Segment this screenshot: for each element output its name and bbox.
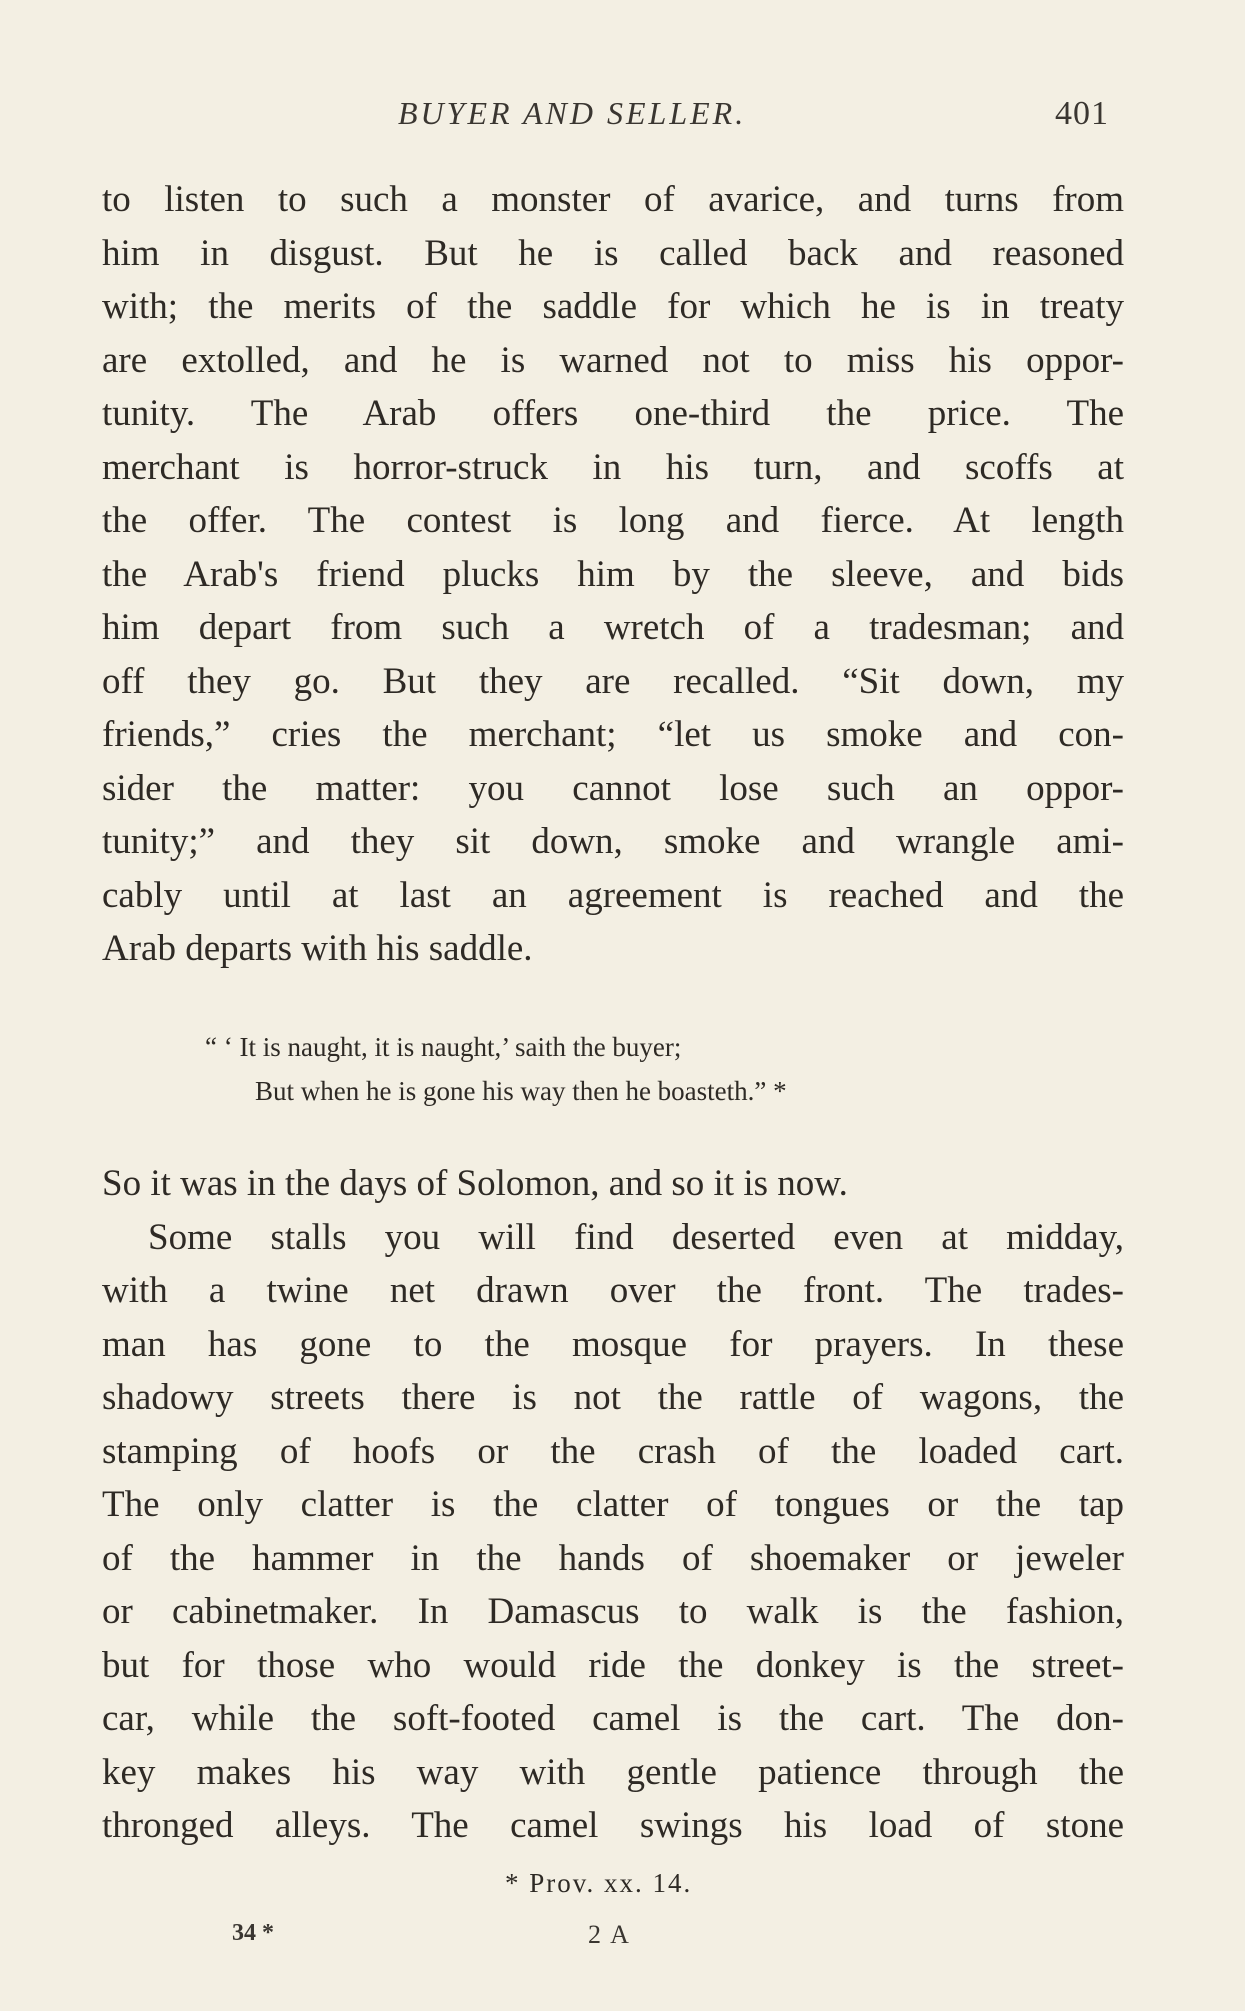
paragraph-1 xyxy=(102,173,1124,976)
text-line: So it was in the days of Solomon, and so it is now. xyxy=(102,1163,848,1204)
quote-line: But when he is gone his way then he boasteth.” * xyxy=(255,1076,787,1106)
footnote: * Prov. xx. 14. xyxy=(505,1868,693,1898)
text-line: tunity. The Arab offers one-third the price. The xyxy=(102,393,1124,434)
text-line: tunity;” and they sit down, smoke and wrangle ami- xyxy=(102,821,1124,862)
text-line: friends,” cries the merchant; “let us smoke and con- xyxy=(102,714,1124,755)
text-line: key makes his way with gentle patience through the xyxy=(102,1751,1124,1793)
paragraph-2 xyxy=(102,1157,1124,1853)
text-line: him depart from such a wretch of a tradesman; and xyxy=(102,607,1124,648)
text-line: of the hammer in the hands of shoemaker or jeweler xyxy=(102,1537,1124,1579)
text-line: Some stalls you will find deserted even at midday, xyxy=(148,1216,1124,1258)
quote-line: “ ‘ It is naught, it is naught,’ saith the buyer; xyxy=(205,1032,682,1062)
scripture-quote xyxy=(205,1025,787,1113)
text-line: man has gone to the mosque for prayers. In these xyxy=(102,1323,1124,1365)
text-line: him in disgust. But he is called back and reasoned xyxy=(102,232,1124,274)
text-line: are extolled, and he is warned not to miss his oppor- xyxy=(102,339,1124,381)
text-line: the Arab's friend plucks him by the sleeve, and bids xyxy=(102,553,1124,595)
text-line: merchant is horror-struck in his turn, and scoffs at xyxy=(102,446,1124,488)
text-line: with a twine net drawn over the front. The trades- xyxy=(102,1270,1124,1311)
printer-signature-mark: 2 A xyxy=(588,1920,631,1949)
text-line: stamping of hoofs or the crash of the loaded cart. xyxy=(102,1430,1124,1472)
text-line: off they go. But they are recalled. “Sit down, my xyxy=(102,660,1124,702)
text-line: with; the merits of the saddle for which he is in treaty xyxy=(102,286,1124,327)
running-title: BUYER AND SELLER. xyxy=(398,95,747,131)
page-number: 401 xyxy=(1055,95,1109,132)
text-line: sider the matter: you cannot lose such an oppor- xyxy=(102,767,1124,809)
text-line: the offer. The contest is long and fierce. At length xyxy=(102,500,1124,541)
text-line: The only clatter is the clatter of tongues or the tap xyxy=(102,1484,1124,1525)
text-line: to listen to such a monster of avarice, and turns from xyxy=(102,179,1124,220)
printer-signature-left: 34 * xyxy=(232,1920,274,1946)
text-line: shadowy streets there is not the rattle of wagons, the xyxy=(102,1377,1124,1418)
text-line: Arab departs with his saddle. xyxy=(102,928,533,969)
text-line: but for those who would ride the donkey is the street- xyxy=(102,1644,1124,1686)
text-line: thronged alleys. The camel swings his load of stone xyxy=(102,1805,1124,1846)
text-line: car, while the soft-footed camel is the cart. The don- xyxy=(102,1698,1124,1739)
text-line: cably until at last an agreement is reached and the xyxy=(102,874,1124,916)
text-line: or cabinetmaker. In Damascus to walk is the fashion, xyxy=(102,1591,1124,1632)
